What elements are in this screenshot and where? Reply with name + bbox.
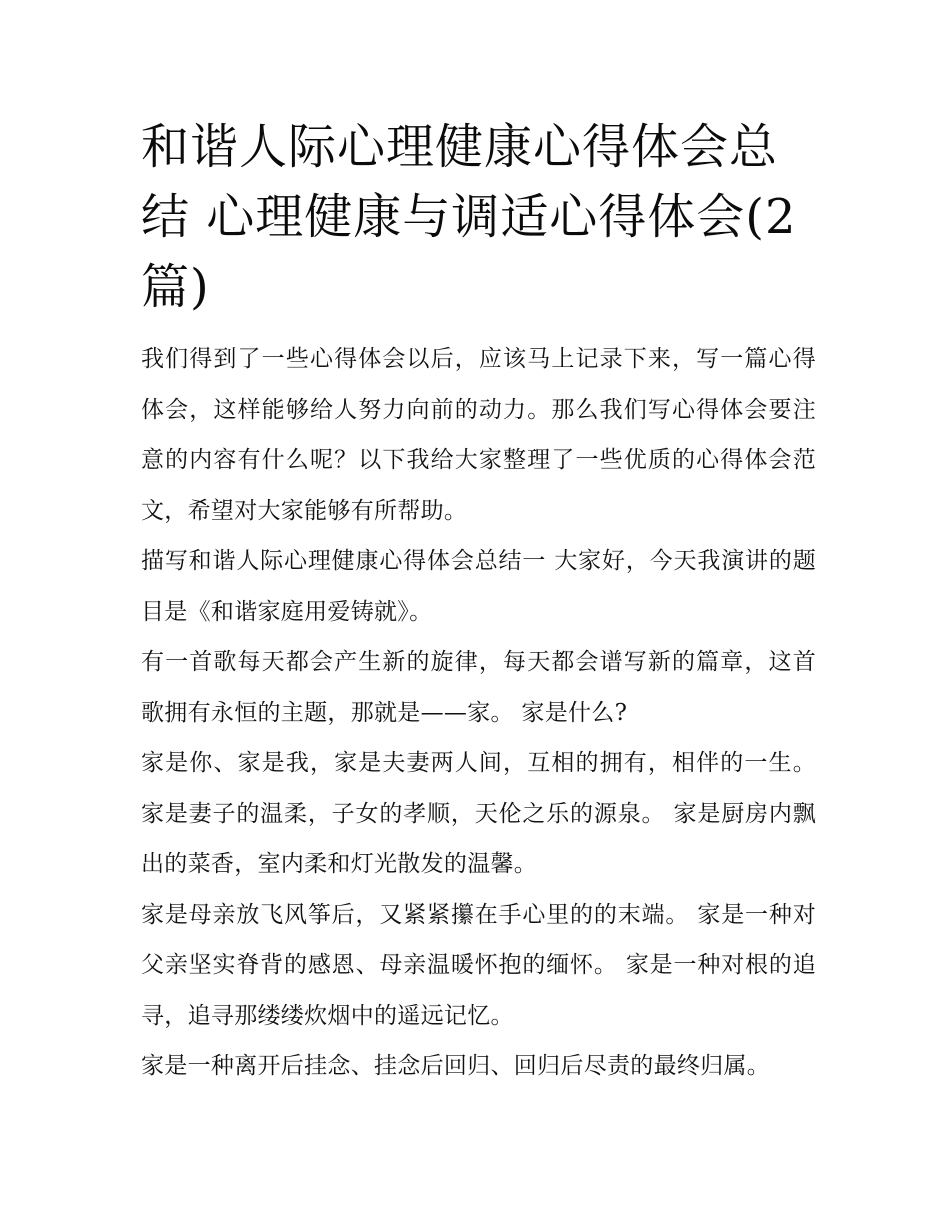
paragraph-intro: 我们得到了一些心得体会以后，应该马上记录下来，写一篇心得体会，这样能够给人努力向前的动力。那么我们写心得体会要注意的内容有什么呢？以下我给大家整理了一些优质的心得体会范文，希望对大家能够有所帮助。 <box>141 346 816 524</box>
paragraph-home-belonging: 家是一种离开后挂念、挂念后回归、回归后尽责的最终归属。 <box>141 1053 771 1079</box>
document-body <box>141 334 816 1092</box>
document-title: 和谐人际心理健康心得体会总结 心理健康与调适心得体会(2篇) <box>141 119 797 315</box>
paragraph-song: 有一首歌每天都会产生新的旋律，每天都会谱写新的篇章，这首歌拥有永恒的主题，那就是——家。 家是什么? <box>141 649 816 726</box>
document-page <box>141 112 816 1092</box>
paragraph-home-you-me: 家是你、家是我，家是夫妻两人间，互相的拥有，相伴的一生。 家是妻子的温柔，子女的孝顺，天伦之乐的源泉。 家是厨房内飘出的菜香，室内柔和灯光散发的温馨。 <box>141 750 816 877</box>
paragraph-home-mother: 家是母亲放飞风筝后，又紧紧攥在手心里的的末端。 家是一种对父亲坚实脊背的感恩、母亲温暖怀抱的缅怀。 家是一种对根的追寻，追寻那缕缕炊烟中的遥远记忆。 <box>141 901 816 1029</box>
paragraph-speech-opening: 描写和谐人际心理健康心得体会总结一 大家好，今天我演讲的题目是《和谐家庭用爱铸就》。 <box>141 548 816 625</box>
